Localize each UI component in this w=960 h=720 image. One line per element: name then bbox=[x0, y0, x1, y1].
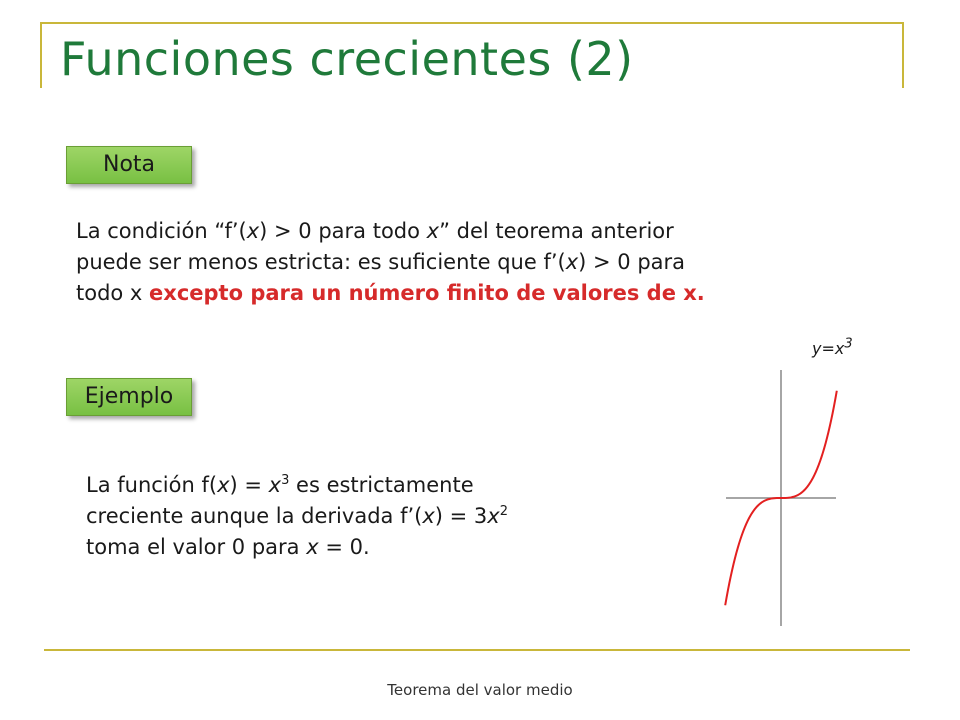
ejemplo-line-2 bbox=[86, 501, 508, 532]
exponent: 2 bbox=[499, 504, 508, 519]
italic-variable: x bbox=[565, 250, 579, 274]
text-fragment: ) = bbox=[229, 473, 269, 497]
ejemplo-line-3 bbox=[86, 532, 508, 563]
italic-variable: x bbox=[487, 504, 500, 528]
italic-variable: x bbox=[217, 473, 230, 497]
nota-line-1 bbox=[76, 216, 705, 247]
right-border-line bbox=[902, 22, 904, 88]
nota-line-3 bbox=[76, 278, 705, 309]
text-fragment: es estrictamente bbox=[289, 473, 474, 497]
text-fragment: = 0. bbox=[318, 535, 370, 559]
highlighted-text: excepto para un número finito de valores de x. bbox=[149, 281, 705, 305]
text-fragment: toma el valor 0 para bbox=[86, 535, 307, 559]
italic-variable: x bbox=[246, 219, 260, 243]
text-fragment: La condición “f’( bbox=[76, 219, 247, 243]
text-fragment: ” del teorema anterior bbox=[439, 219, 674, 243]
slide-title: Funciones crecientes (2) bbox=[60, 32, 634, 86]
ejemplo-paragraph bbox=[86, 470, 508, 563]
italic-variable: x bbox=[422, 504, 435, 528]
text-fragment: todo x bbox=[76, 281, 150, 305]
cubic-graph bbox=[712, 358, 852, 630]
graph-label-exponent: 3 bbox=[844, 336, 853, 352]
text-fragment: creciente aunque la derivada f’( bbox=[86, 504, 423, 528]
text-fragment: La función f( bbox=[86, 473, 218, 497]
italic-variable: x bbox=[268, 473, 282, 497]
graph-label-base: y=x bbox=[812, 339, 845, 358]
top-border-line bbox=[40, 22, 904, 24]
text-fragment: ) > 0 para bbox=[578, 250, 686, 274]
nota-paragraph bbox=[76, 216, 705, 309]
text-fragment: puede ser menos estricta: es suficiente que f’( bbox=[76, 250, 566, 274]
footer-text: Teorema del valor medio bbox=[387, 681, 573, 699]
nota-line-2 bbox=[76, 247, 705, 278]
text-fragment: ) = 3 bbox=[434, 504, 488, 528]
text-fragment: ) > 0 para todo bbox=[259, 219, 427, 243]
exponent: 3 bbox=[281, 473, 290, 488]
italic-variable: x bbox=[426, 219, 440, 243]
nota-badge: Nota bbox=[66, 146, 192, 184]
bottom-border-line bbox=[44, 649, 910, 651]
left-border-line bbox=[40, 22, 42, 88]
ejemplo-line-1 bbox=[86, 470, 508, 501]
ejemplo-badge: Ejemplo bbox=[66, 378, 192, 416]
graph-label bbox=[812, 336, 853, 358]
italic-variable: x bbox=[306, 535, 319, 559]
